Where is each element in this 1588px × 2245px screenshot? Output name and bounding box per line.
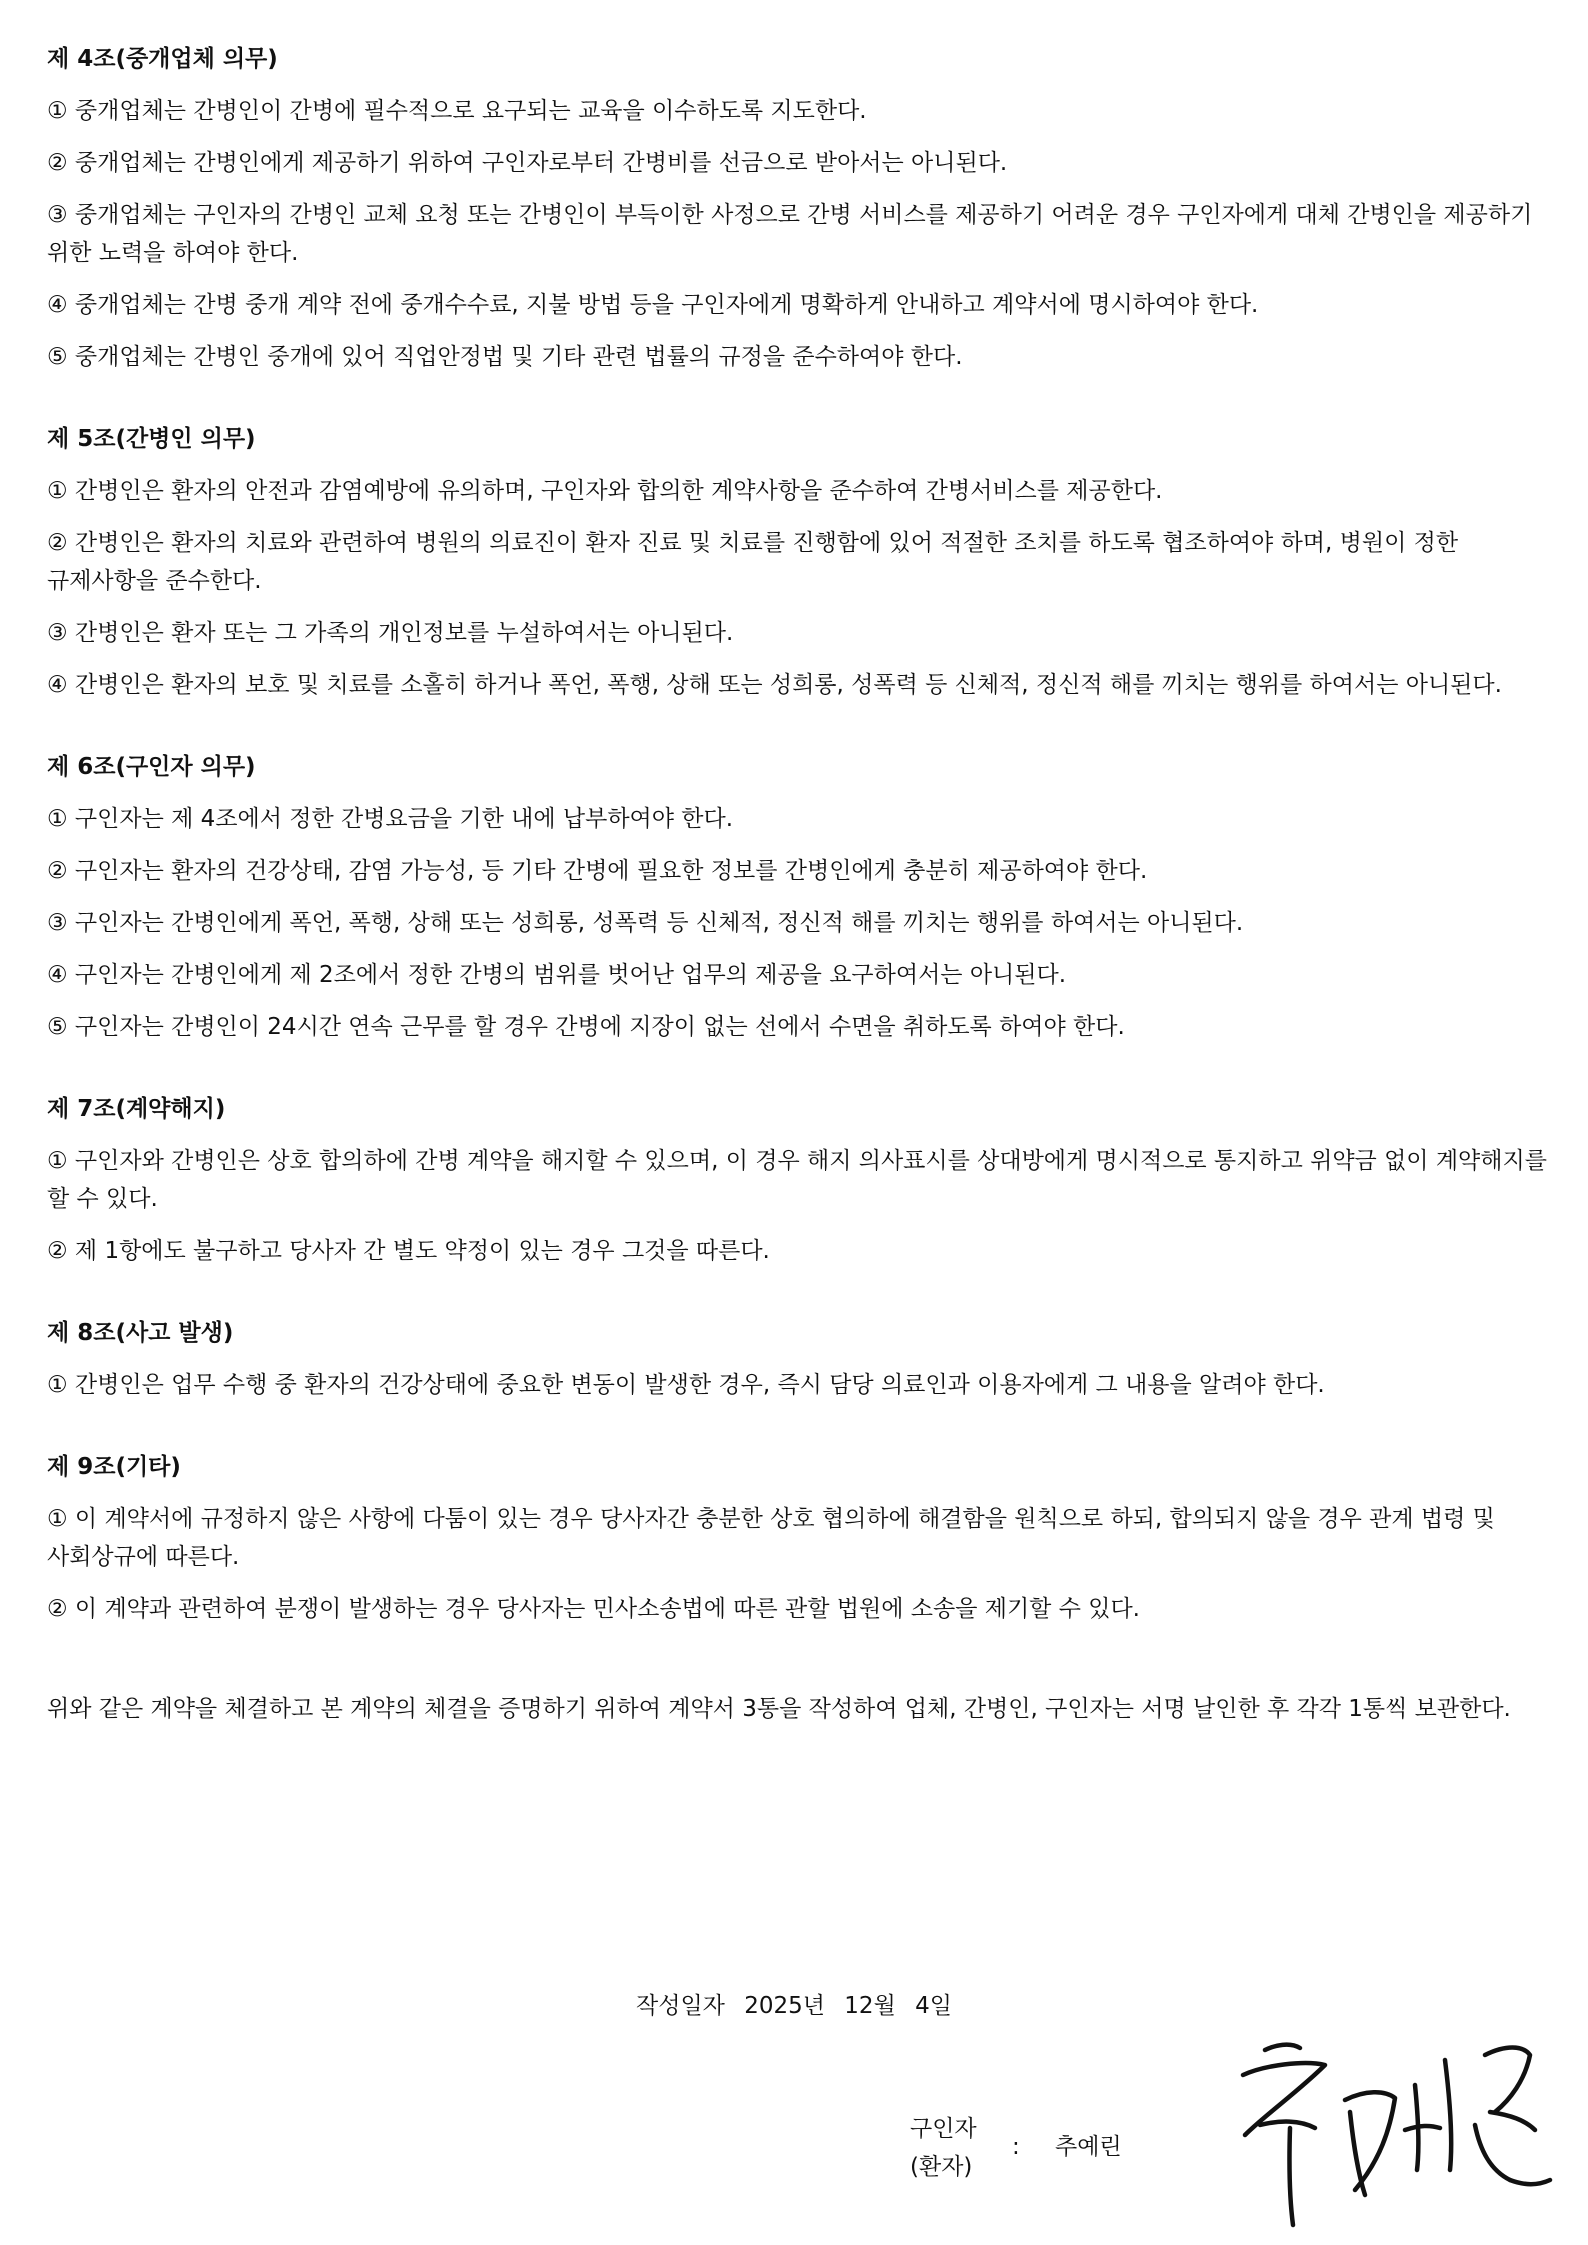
- party-colon: :: [1012, 2134, 1020, 2160]
- party-label-line1: 구인자: [910, 2116, 977, 2142]
- section-article-4: [47, 40, 1547, 376]
- clause: ② 구인자는 환자의 건강상태, 감염 가능성, 등 기타 간병에 필요한 정보를 간병인에게 충분히 제공하여야 한다.: [47, 858, 1148, 884]
- section-title: 제 7조(계약해지): [47, 1096, 226, 1122]
- party-label-line2: (환자): [910, 2154, 973, 2180]
- clause: ① 구인자는 제 4조에서 정한 간병요금을 기한 내에 납부하여야 한다.: [47, 806, 734, 832]
- signature-stroke: [1289, 2128, 1293, 2225]
- clause: ① 구인자와 간병인은 상호 합의하에 간병 계약을 해지할 수 있으며, 이 경우 해지 의사표시를 상대방에게 명시적으로 통지하고 위약금 없이 계약해지를 할 수 있다.: [47, 1148, 1547, 1212]
- party-label: [910, 2110, 1000, 2186]
- clause: ② 중개업체는 간병인에게 제공하기 위하여 구인자로부터 간병비를 선금으로 받아서는 아니된다.: [47, 150, 1008, 176]
- section-title: 제 9조(기타): [47, 1454, 181, 1480]
- contract-body: [47, 40, 1547, 1728]
- section-article-8: [47, 1314, 1547, 1404]
- clause: ⑤ 중개업체는 간병인 중개에 있어 직업안정법 및 기타 관련 법률의 규정을 준수하여야 한다.: [47, 344, 963, 370]
- clause: ① 중개업체는 간병인이 간병에 필수적으로 요구되는 교육을 이수하도록 지도한다.: [47, 98, 867, 124]
- section-article-7: [47, 1090, 1547, 1270]
- date-label: 작성일자: [636, 1993, 725, 2019]
- clause: ① 간병인은 환자의 안전과 감염예방에 유의하며, 구인자와 합의한 계약사항을 준수하여 간병서비스를 제공한다.: [47, 478, 1163, 504]
- date-year: 2025년: [744, 1993, 825, 2019]
- section-title: 제 4조(중개업체 의무): [47, 46, 278, 72]
- signature-stroke: [1265, 2045, 1300, 2050]
- clause: ④ 간병인은 환자의 보호 및 치료를 소홀히 하거나 폭언, 폭행, 상해 또는 성희롱, 성폭력 등 신체적, 정신적 해를 끼치는 행위를 하여서는 아니된다.: [47, 672, 1502, 698]
- signature-stroke: [1485, 2048, 1530, 2113]
- signature-stroke: [1510, 2180, 1550, 2184]
- section-article-5: [47, 420, 1547, 704]
- date-day: 4일: [915, 1993, 952, 2019]
- section-title: 제 5조(간병인 의무): [47, 426, 256, 452]
- clause: ④ 중개업체는 간병 중개 계약 전에 중개수수료, 지불 방법 등을 구인자에게 명확하게 안내하고 계약서에 명시하여야 한다.: [47, 292, 1259, 318]
- signature-stroke: [1260, 2122, 1315, 2128]
- signature-stroke: [1405, 2126, 1440, 2130]
- signature-stroke: [1350, 2112, 1365, 2195]
- signature-stroke: [1243, 2063, 1325, 2135]
- clause: ② 이 계약과 관련하여 분쟁이 발생하는 경우 당사자는 민사소송법에 따른 관할 법원에 소송을 제기할 수 있다.: [47, 1596, 1140, 1622]
- clause: ① 간병인은 업무 수행 중 환자의 건강상태에 중요한 변동이 발생한 경우, 즉시 담당 의료인과 이용자에게 그 내용을 알려야 한다.: [47, 1372, 1325, 1398]
- clause: ③ 중개업체는 구인자의 간병인 교체 요청 또는 간병인이 부득이한 사정으로 간병 서비스를 제공하기 어려운 경우 구인자에게 대체 간병인을 제공하기 위한 노력을 하여야 한다.: [47, 202, 1533, 266]
- clause: ② 간병인은 환자의 치료와 관련하여 병원의 의료진이 환자 진료 및 치료를 진행함에 있어 적절한 조치를 하도록 협조하여야 하며, 병원이 정한 규제사항을 준수한다.: [47, 530, 1459, 594]
- clause: ② 제 1항에도 불구하고 당사자 간 별도 약정이 있는 경우 그것을 따른다.: [47, 1238, 770, 1264]
- section-article-6: [47, 748, 1547, 1046]
- clause: ③ 간병인은 환자 또는 그 가족의 개인정보를 누설하여서는 아니된다.: [47, 620, 734, 646]
- section-title: 제 8조(사고 발생): [47, 1320, 234, 1346]
- signature-stroke: [1490, 2112, 1535, 2130]
- date-month: 12월: [844, 1993, 896, 2019]
- signature-stroke: [1475, 2125, 1510, 2180]
- closing-statement: 위와 같은 계약을 체결하고 본 계약의 체결을 증명하기 위하여 계약서 3통을 작성하여 업체, 간병인, 구인자는 서명 날인한 후 각각 1통씩 보관한다.: [47, 1696, 1511, 1722]
- clause: ④ 구인자는 간병인에게 제 2조에서 정한 간병의 범위를 벗어난 업무의 제공을 요구하여서는 아니된다.: [47, 962, 1067, 988]
- signature-stroke: [1445, 2060, 1451, 2170]
- clause: ③ 구인자는 간병인에게 폭언, 폭행, 상해 또는 성희롱, 성폭력 등 신체적, 정신적 해를 끼치는 행위를 하여서는 아니된다.: [47, 910, 1244, 936]
- handwritten-signature: [1205, 2020, 1565, 2245]
- clause: ⑤ 구인자는 간병인이 24시간 연속 근무를 할 경우 간병에 지장이 없는 선에서 수면을 취하도록 하여야 한다.: [47, 1014, 1125, 1040]
- section-title: 제 6조(구인자 의무): [47, 754, 256, 780]
- party-name: 추예린: [1055, 2134, 1122, 2160]
- clause: ① 이 계약서에 규정하지 않은 사항에 다툼이 있는 경우 당사자간 충분한 상호 협의하에 해결함을 원칙으로 하되, 합의되지 않을 경우 관계 법령 및 사회상규에 따른다.: [47, 1506, 1495, 1570]
- section-article-9: [47, 1448, 1547, 1628]
